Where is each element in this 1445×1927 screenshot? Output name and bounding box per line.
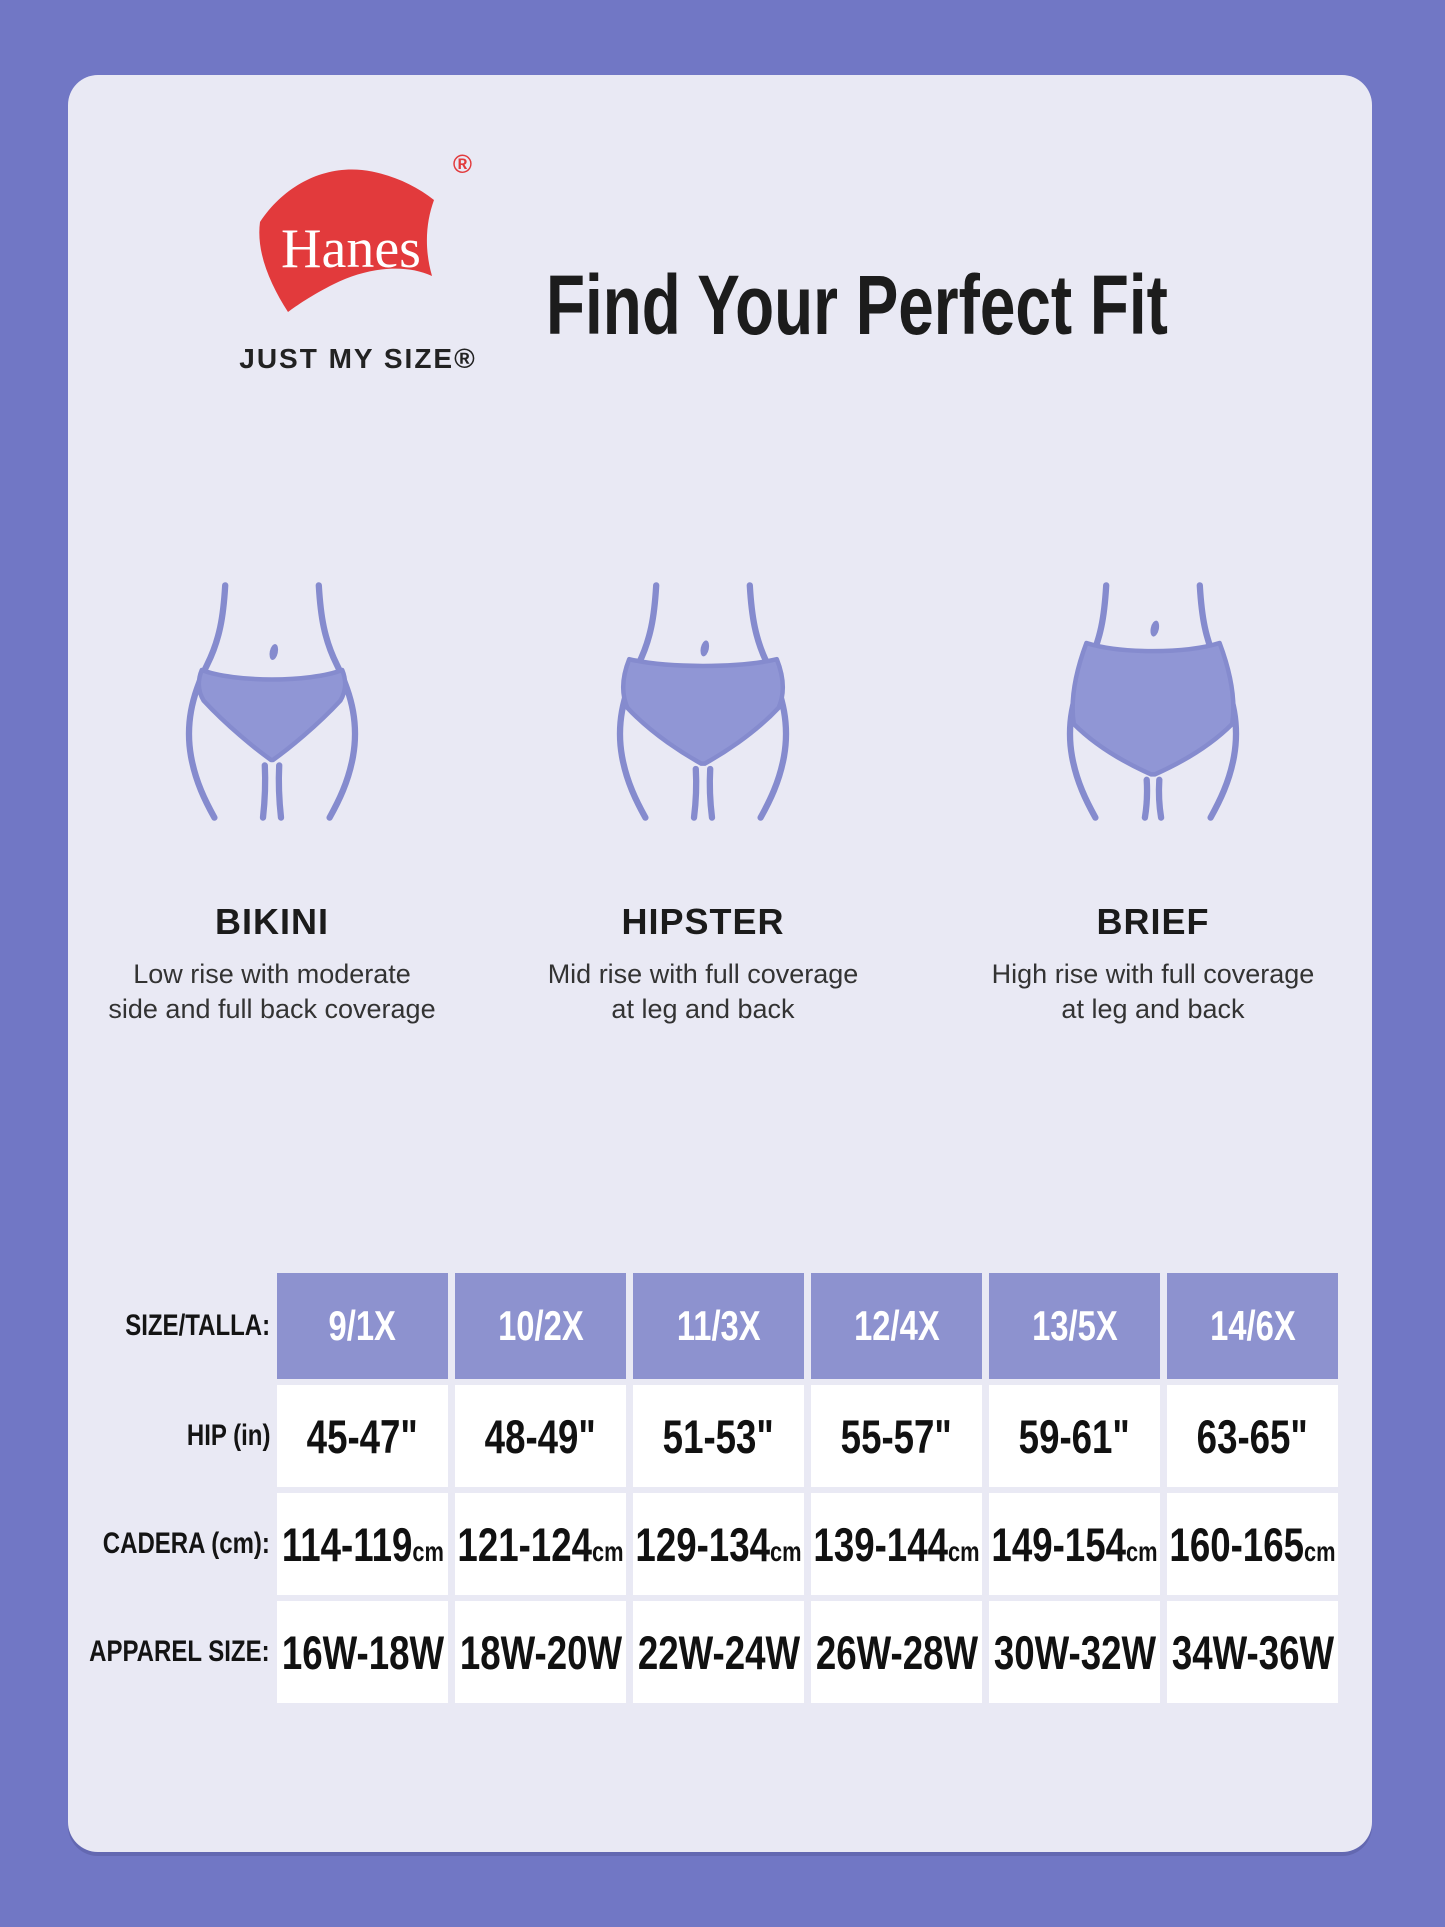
style-name: BRIEF — [1096, 901, 1210, 942]
hanes-wordmark: Hanes — [281, 218, 421, 280]
apparel-cell: 30W-32W — [989, 1601, 1160, 1703]
style-brief — [973, 580, 1333, 1027]
hip-cell: 55-57" — [811, 1385, 982, 1487]
style-description: Mid rise with full coverage at leg and back — [547, 959, 859, 1025]
size-header-cell: 12/4X — [811, 1273, 982, 1379]
hip-cell: 48-49" — [455, 1385, 626, 1487]
hanes-logo — [248, 149, 472, 325]
row-label-size: SIZE/TALLA: — [125, 1309, 270, 1342]
cadera-cell: 121-124cm — [455, 1493, 626, 1595]
apparel-cell: 34W-36W — [1167, 1601, 1338, 1703]
style-description: High rise with full coverage at leg and back — [991, 959, 1315, 1025]
size-header-cell: 11/3X — [633, 1273, 804, 1379]
cadera-cell: 160-165cm — [1167, 1493, 1338, 1595]
cadera-cell: 129-134cm — [633, 1493, 804, 1595]
size-header-cell: 13/5X — [989, 1273, 1160, 1379]
hip-cell: 59-61" — [989, 1385, 1160, 1487]
apparel-cell: 16W-18W — [277, 1601, 448, 1703]
size-header-cell: 10/2X — [455, 1273, 626, 1379]
brief-figure-icon — [1018, 580, 1288, 823]
size-table — [89, 1273, 1338, 1703]
row-label-hip-in: HIP (in) — [186, 1419, 270, 1452]
apparel-cell: 22W-24W — [633, 1601, 804, 1703]
page-title: Find Your Perfect Fit — [546, 258, 1168, 352]
style-bikini — [92, 580, 452, 1027]
hipster-figure-icon — [568, 580, 838, 823]
hip-cell: 45-47" — [277, 1385, 448, 1487]
bikini-figure-icon — [137, 580, 407, 823]
apparel-cell: 26W-28W — [811, 1601, 982, 1703]
style-name: HIPSTER — [621, 901, 785, 942]
cadera-cell: 139-144cm — [811, 1493, 982, 1595]
hip-cell: 51-53" — [633, 1385, 804, 1487]
just-my-size-tagline: JUST MY SIZE® — [239, 343, 477, 374]
style-name: BIKINI — [215, 901, 329, 942]
style-hipster — [523, 580, 883, 1027]
row-label-apparel-size: APPAREL SIZE: — [89, 1635, 270, 1668]
style-description: Low rise with moderate side and full back coverage — [108, 959, 436, 1025]
fit-guide-card — [68, 75, 1372, 1852]
row-label-cadera-cm: CADERA (cm): — [102, 1527, 270, 1560]
size-header-cell: 14/6X — [1167, 1273, 1338, 1379]
apparel-cell: 18W-20W — [455, 1601, 626, 1703]
cadera-cell: 149-154cm — [989, 1493, 1160, 1595]
hip-cell: 63-65" — [1167, 1385, 1338, 1487]
cadera-cell: 114-119cm — [277, 1493, 448, 1595]
registered-mark: ® — [452, 149, 472, 179]
size-header-cell: 9/1X — [277, 1273, 448, 1379]
